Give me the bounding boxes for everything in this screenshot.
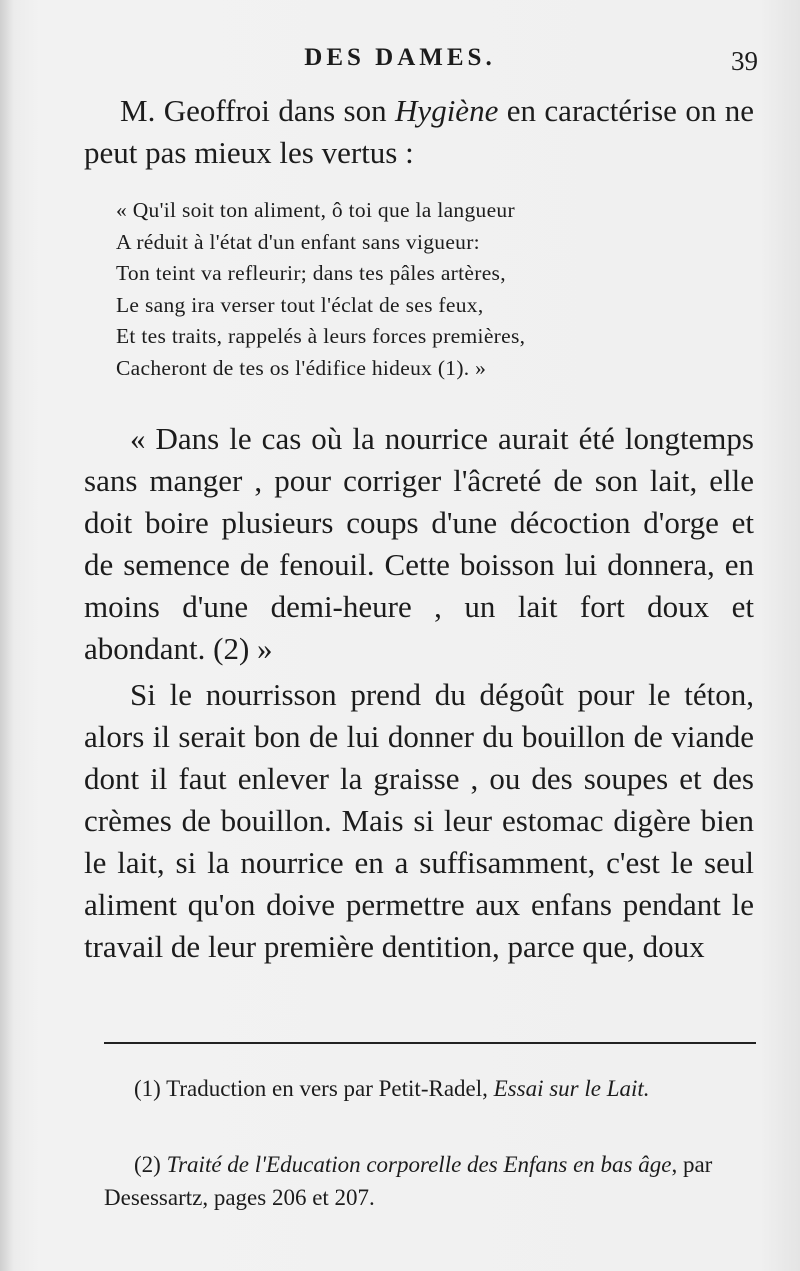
footnote-1-title: Essai sur le Lait. [493,1076,650,1101]
nourrisson-text: Si le nourrisson prend du dégoût pour le téton, alors il serait bon de lui donner du bouillon de viande dont il faut enlever la graisse , ou des soupes et des crèmes de bouillon. Mais si leur estomac digère bien le lait, si la nourrice en a suffisamment, c'est le seul aliment qu'on doive permettre aux enfans pendant le travail de leur première dentition, parce que, doux [84,677,754,964]
verse-quotation [116,195,676,384]
verse-line: « Qu'il soit ton aliment, ô toi que la langueur [116,198,515,222]
page-number: 39 [731,46,758,76]
footnote-1 [104,1072,764,1105]
intro-text-after: en caractérise on ne peut pas mieux les vertus : [84,93,755,170]
footnote-2 [104,1148,764,1214]
footnote-2-marker: (2) [134,1152,167,1177]
intro-title-italic: Hygiène [395,93,499,128]
paragraph-quotation [84,418,754,670]
verse-line: Et tes traits, rappelés à leurs forces premières, [116,324,526,348]
verse-line: Cacheront de tes os l'édifice hideux (1). » [116,355,487,380]
paragraph-nourrisson [84,674,754,968]
verse-line: Le sang ira verser tout l'éclat de ses feux, [116,292,484,317]
page-header [0,40,800,80]
footnote-2-title: Traité de l'Education corporelle des Enfans en bas âge [166,1152,672,1177]
footnote-1-text: (1) Traduction en vers par Petit-Radel, [134,1076,494,1101]
paragraph-intro [84,90,754,174]
footnote-divider [104,1042,756,1044]
running-head: DES DAMES. [304,44,496,71]
footnote-2-text: , par Desessartz, pages 206 et 207. [104,1152,713,1210]
verse-line: A réduit à l'état d'un enfant sans vigueur: [116,229,480,254]
intro-text-before: M. Geoffroi dans son [120,93,396,128]
quotation-text: « Dans le cas où la nourrice aurait été longtemps sans manger , pour corriger l'âcreté de son lait, elle doit boire plusieurs coups d'une décoction d'orge et de semence de fenouil. Cette boisson lui donnera, en moins d'une demi-heure , un lait fort doux et abondant. (2) » [84,421,754,666]
verse-line: Ton teint va refleurir; dans tes pâles artères, [116,261,506,285]
